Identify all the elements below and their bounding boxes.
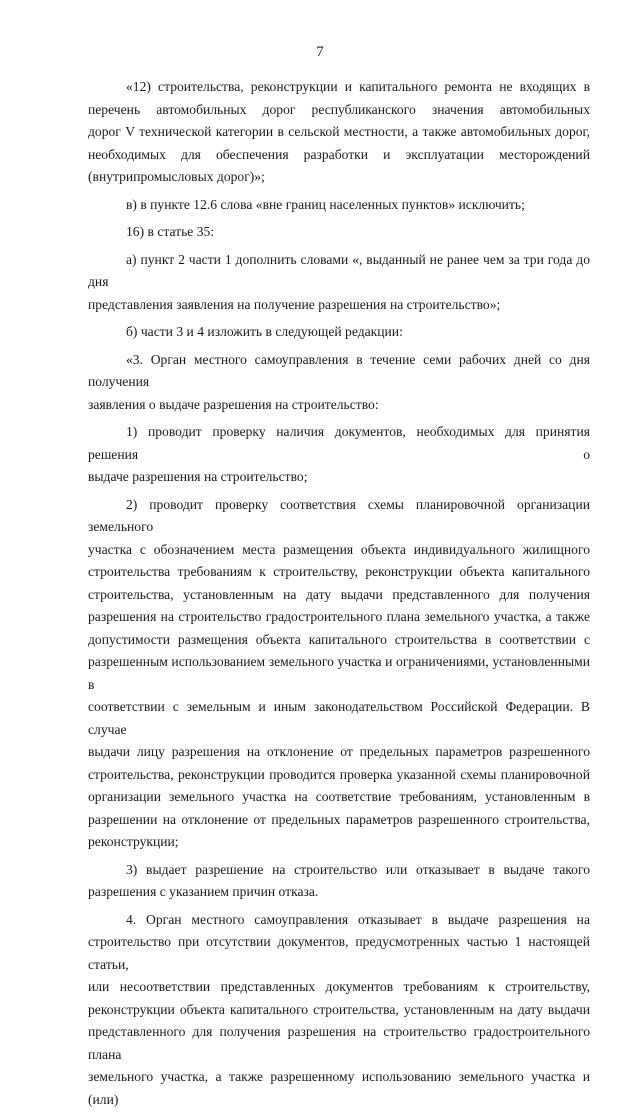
text-line: выдаче разрешения на строительство; <box>88 469 308 484</box>
page-number: 7 <box>316 44 324 60</box>
text-line: 2) проводит проверку соответствия схемы планировочной организации земельного <box>88 496 590 534</box>
paragraph-article-35 <box>88 221 590 244</box>
text-line: земельного участка, а также разрешенному использованию земельного участка и (или) <box>88 1069 590 1107</box>
text-line: дорог V технической категории в сельской местности, а также автомобильных дорог, <box>88 124 590 139</box>
text-line: 4. Орган местного самоуправления отказывает в выдаче разрешения на <box>126 911 590 927</box>
paragraph-part-3-item-2 <box>88 494 590 854</box>
text-line: участка с обозначением места размещения объекта индивидуального жилищного <box>88 541 590 557</box>
text-line: представления заявления на получение разрешения на строительство»; <box>88 296 501 312</box>
text-line: 16) в статье 35: <box>126 224 215 239</box>
text-line: (внутрипромысловых дорог)»; <box>88 169 265 184</box>
text-line: реконструкции; <box>88 834 179 849</box>
paragraph-v <box>88 194 590 217</box>
text-line: разрешенным использованием земельного участка и ограничениями, установленными в <box>88 654 590 692</box>
text-line: или несоответствии представленных документов требованиям к строительству, <box>88 979 590 994</box>
text-line: строительства требованиям к строительству, реконструкции объекта капитального <box>88 564 590 579</box>
text-line: разрешения на строительство градостроительного плана земельного участка, а также <box>88 609 590 624</box>
text-line: а) пункт 2 части 1 дополнить словами «, выданный не ранее чем за три года до дня <box>88 251 590 289</box>
text-line: 3) выдает разрешение на строительство или отказывает в выдаче такого <box>126 861 590 877</box>
text-line: «3. Орган местного самоуправления в течение семи рабочих дней со дня получения <box>88 351 590 389</box>
text-line: строительства, реконструкции проводится проверка указанной схемы планировочной <box>88 766 590 782</box>
document-body <box>88 76 590 1116</box>
paragraph-b <box>88 321 590 344</box>
text-line: в) в пункте 12.6 слова «вне границ населенных пунктов» исключить; <box>126 196 525 212</box>
text-line: разрешении на отклонение от предельных параметров разрешенного строительства, <box>88 811 590 827</box>
text-line: заявления о выдаче разрешения на строительство: <box>88 396 379 412</box>
paragraph-part-3-item-3 <box>88 859 590 904</box>
text-line: разрешения с указанием причин отказа. <box>88 884 319 899</box>
paragraph-a <box>88 249 590 317</box>
paragraph-part-3 <box>88 349 590 417</box>
text-line: представленного для получения разрешения на строительство градостроительного плана <box>88 1024 590 1062</box>
paragraph-item-12 <box>88 76 590 189</box>
paragraph-part-3-item-1 <box>88 421 590 489</box>
text-line: выдачи лицу разрешения на отклонение от предельных параметров разрешенного <box>88 744 590 759</box>
text-line: необходимых для обеспечения разработки и эксплуатации месторождений <box>88 146 590 162</box>
text-line: строительства, установленным на дату выдачи представленного для получения <box>88 586 590 602</box>
text-line: «12) строительства, реконструкции и капитального ремонта не входящих в <box>126 79 590 94</box>
text-line: соответствии с земельным и иным законодательством Российской Федерации. В случае <box>88 699 590 737</box>
text-line: перечень автомобильных дорог республиканского значения автомобильных <box>88 101 590 117</box>
text-line: реконструкции объекта капитального строительства, установленным на дату выдачи <box>88 1001 590 1017</box>
text-line: организации земельного участка на соответствие требованиям, установленным в <box>88 789 590 804</box>
text-line: 1) проводит проверку наличия документов, необходимых для принятия решения о <box>88 424 590 462</box>
text-line: б) части 3 и 4 изложить в следующей редакции: <box>126 324 403 339</box>
text-line: строительство при отсутствии документов, предусмотренных частью 1 настоящей статьи, <box>88 934 590 972</box>
text-line: допустимости размещения объекта капитального строительства в соответствии с <box>88 631 590 647</box>
paragraph-part-4 <box>88 909 590 1112</box>
